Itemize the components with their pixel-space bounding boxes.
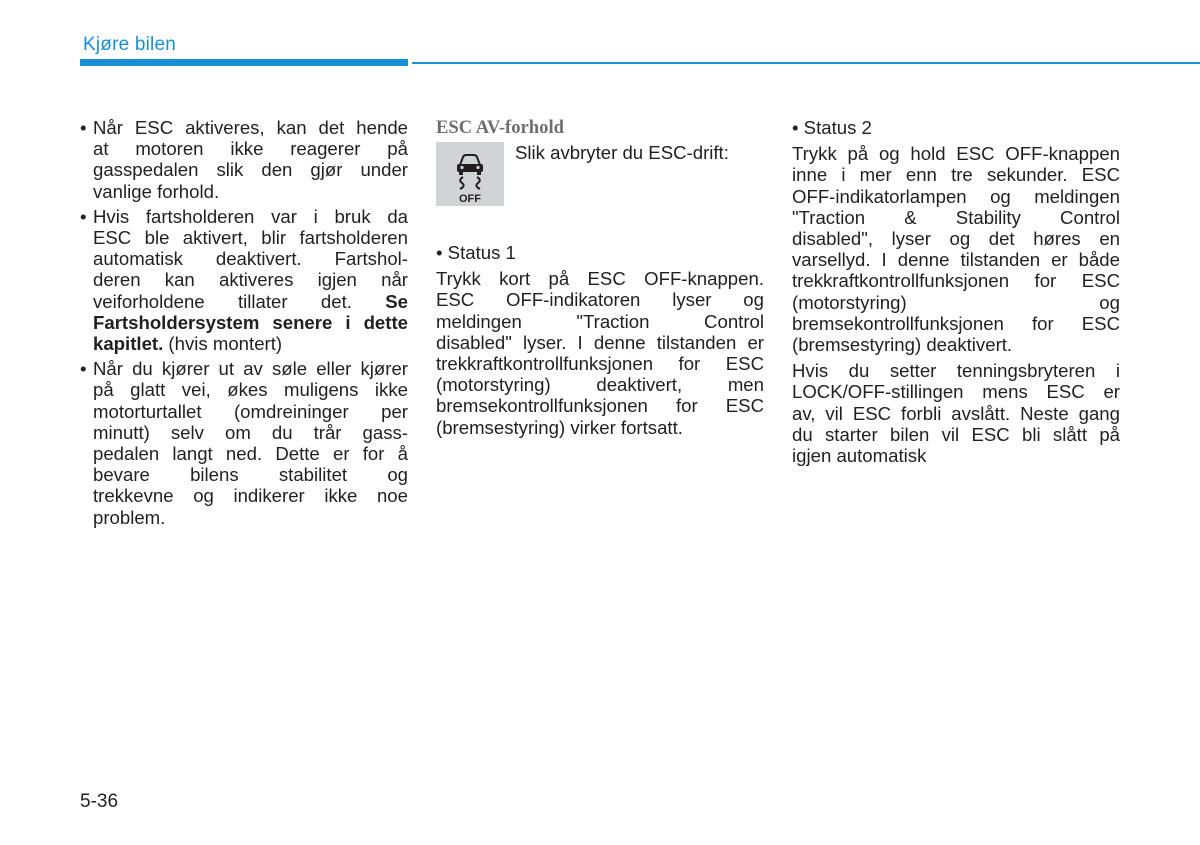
- text-line: motorturtallet (omdreininger per: [93, 400, 408, 422]
- bullet-dot: •: [80, 205, 87, 227]
- text-line: bremsekontrollfunksjonen for ESC: [792, 312, 1120, 334]
- esc-off-icon-label: OFF: [459, 193, 481, 205]
- text-line: Hvis du setter tenningsbryteren i: [792, 360, 1120, 382]
- text-line: at motoren ikke reagerer på: [93, 138, 408, 160]
- text-line: OFF-indikatorlampen og meldingen: [792, 185, 1120, 207]
- text-line: trekkraftkontrollfunksjonen for ESC: [436, 353, 764, 375]
- text-line: disabled", lyser og det høres en: [792, 228, 1120, 250]
- text-line: deren kan aktiveres igjen når: [93, 269, 408, 291]
- text-line: meldingen "Traction Control: [436, 310, 764, 332]
- paragraph: [436, 268, 764, 438]
- text-line: Når du kjører ut av søle eller kjører: [93, 358, 408, 380]
- cross-reference: kapitlet.: [93, 333, 164, 355]
- esc-off-icon-graphic: [436, 142, 504, 206]
- text-line: trekkraftkontrollfunksjonen for ESC: [792, 270, 1120, 292]
- text-line: Hvis fartsholderen var i bruk da: [93, 205, 408, 227]
- cross-reference: Se: [385, 290, 408, 312]
- icon-row: [436, 142, 764, 208]
- text-line: disabled" lyser. I denne tilstanden er: [436, 331, 764, 353]
- text-line: ESC OFF-indikatoren lyser og: [436, 289, 764, 311]
- text-line: problem.: [93, 506, 166, 528]
- text-line: "Traction & Stability Control: [792, 206, 1120, 228]
- text-line: minutt) selv om du trår gass-: [93, 421, 408, 443]
- text-line: LOCK/OFF-stillingen mens ESC er: [792, 381, 1120, 403]
- paragraph: [792, 143, 1120, 355]
- text-line: automatisk deaktivert. Fartshol-: [93, 248, 408, 270]
- header-bar-thick: [80, 59, 408, 66]
- status-label: • Status 1: [436, 242, 516, 263]
- bullet-dot: •: [80, 358, 87, 380]
- text-line: igjen automatisk: [792, 445, 927, 467]
- text-line: Når ESC aktiveres, kan det hende: [93, 117, 408, 138]
- text-line: [93, 333, 408, 354]
- text-line: Trykk på og hold ESC OFF-knappen: [792, 143, 1120, 165]
- text-line: bremsekontrollfunksjonen for ESC: [436, 395, 764, 417]
- text-line: pedalen langt ned. Dette er for å: [93, 443, 408, 465]
- text-line: (bremsestyring) deaktivert.: [792, 334, 1013, 356]
- column-middle: [436, 117, 764, 443]
- text-line: gasspedalen slik den gjør under: [93, 159, 408, 181]
- bullet-item: [80, 206, 408, 354]
- text-line: [93, 291, 408, 312]
- text-line: varsellyd. I denne tilstanden er både: [792, 249, 1120, 271]
- icon-caption: Slik avbryter du ESC-drift:: [515, 142, 729, 163]
- page-number: 5-36: [80, 791, 119, 812]
- header-title: Kjøre bilen: [83, 34, 177, 55]
- text-line: trekkevne og indikerer ikke noe: [93, 485, 408, 507]
- column-left: [80, 117, 408, 532]
- text-line: vanlige forhold.: [93, 180, 220, 202]
- text-line: Trykk kort på ESC OFF-knappen.: [436, 268, 764, 290]
- status-label: • Status 2: [792, 117, 872, 138]
- text-line: av, vil ESC forbli avslått. Neste gang: [792, 402, 1120, 424]
- paragraph: [792, 360, 1120, 466]
- text-line: (motorstyring) deaktivert, men: [436, 374, 764, 396]
- text-line: på glatt vei, økes muligens ikke: [93, 379, 408, 401]
- bullet-dot: •: [80, 117, 87, 138]
- cross-reference: Fartsholdersystem senere i dette: [93, 311, 408, 333]
- column-right: [792, 117, 1120, 471]
- bullet-item: [80, 358, 408, 528]
- text-line: du starter bilen vil ESC bli slått på: [792, 423, 1120, 445]
- text-fragment: (hvis montert): [163, 333, 283, 355]
- text-fragment: veiforholdene tillater det.: [93, 290, 386, 312]
- text-line: (motorstyring) og: [792, 291, 1120, 313]
- text-line: bevare bilens stabilitet og: [93, 464, 408, 486]
- text-line: ESC ble aktivert, blir fartsholderen: [93, 227, 408, 249]
- text-line: (bremsestyring) virker fortsatt.: [436, 416, 683, 438]
- esc-off-icon: [436, 142, 504, 206]
- text-line: inne i mer enn tre sekunder. ESC: [792, 164, 1120, 186]
- section-heading: ESC AV-forhold: [436, 117, 564, 138]
- header-bar-thin: [412, 62, 1200, 64]
- bullet-item: [80, 117, 408, 202]
